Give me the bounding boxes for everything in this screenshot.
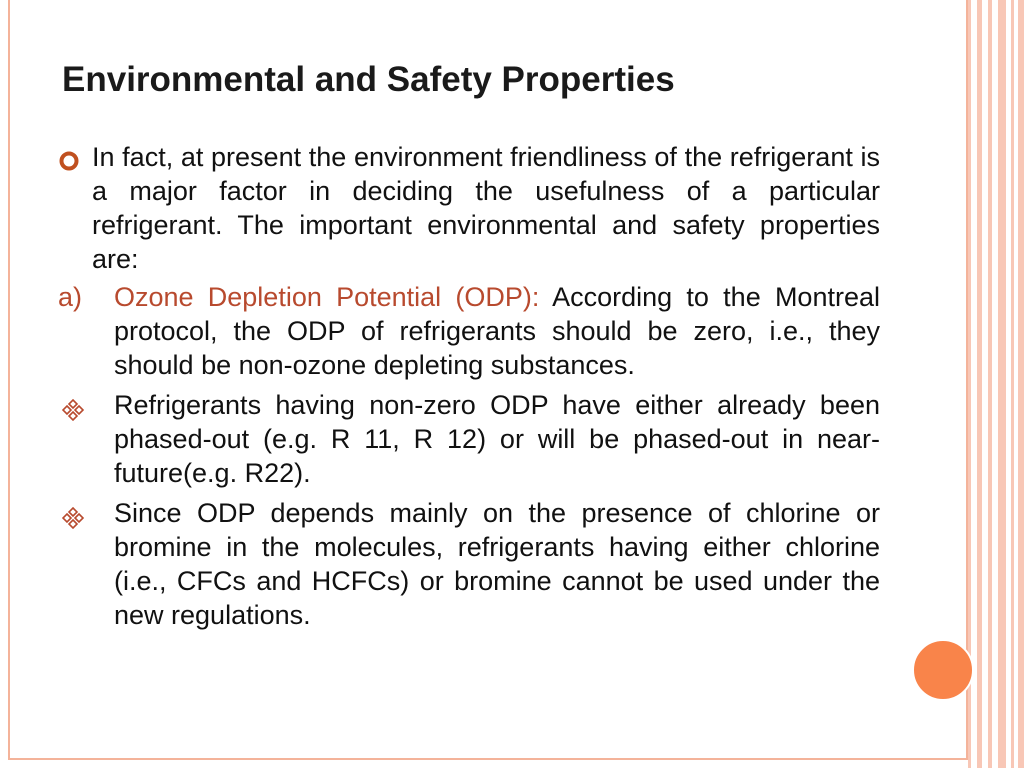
ring-bullet-icon [58, 146, 80, 168]
slide-body [58, 140, 880, 638]
diamond-bullet-icon [62, 503, 84, 525]
odp-heading: Ozone Depletion Potential (ODP): [114, 282, 540, 312]
intro-text: In fact, at present the environment friendliness of the refrigerant is a major factor in deciding the usefulness of a particular refrigerant. The important environmental and safety properties are: [92, 142, 880, 274]
diamond-bullet-icon [62, 395, 84, 417]
bullet-text-2: Since ODP depends mainly on the presence of chlorine or bromine in the molecules, refrigerants having either chlorine (i.e., CFCs and HCFCs) or bromine cannot be used under the new regulations. [114, 498, 880, 630]
intro-paragraph [58, 140, 880, 276]
bullet-text-1: Refrigerants having non-zero ODP have either already been phased-out (e.g. R 11, R 12) or will be phased-out in near-future(e.g. R22). [114, 390, 880, 488]
odp-text: According to the Montreal protocol, the ODP of refrigerants should be zero, i.e., they should be non-ozone depleting substances. [114, 282, 880, 380]
bullet-item-2 [58, 496, 880, 632]
bullet-item-1 [58, 388, 880, 490]
slide-title: Environmental and Safety Properties [62, 60, 675, 99]
decorative-stripes [968, 0, 1024, 768]
decorative-circle [912, 639, 974, 701]
item-a-marker: a) [58, 282, 83, 312]
list-item-a [58, 280, 880, 382]
